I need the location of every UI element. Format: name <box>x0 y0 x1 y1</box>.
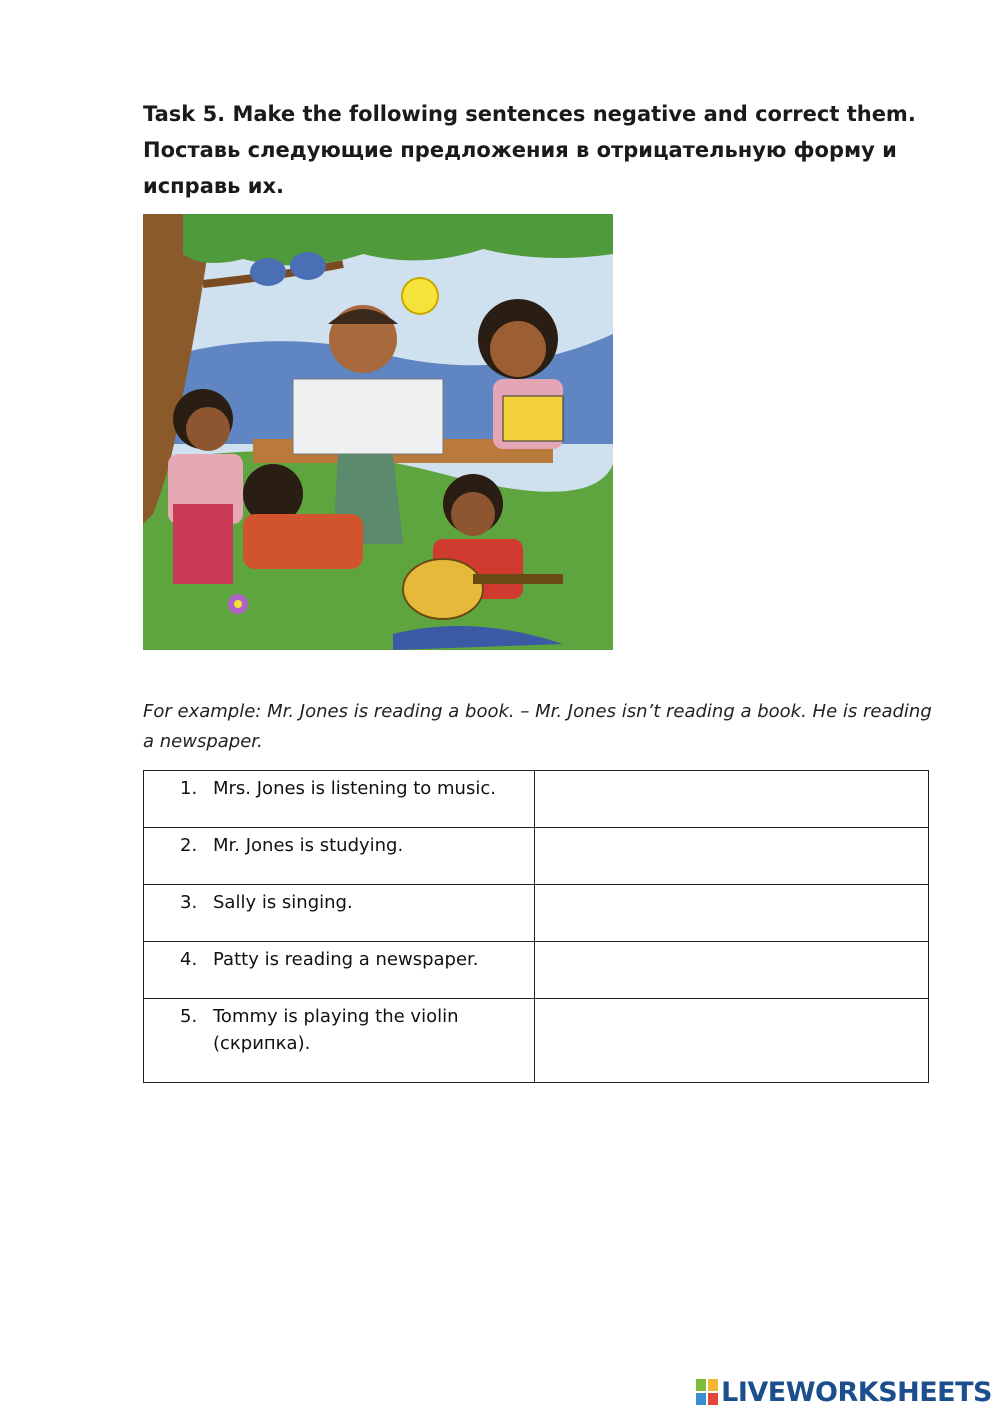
answer-cell[interactable] <box>535 771 929 828</box>
question-cell <box>144 828 535 885</box>
question-cell <box>144 885 535 942</box>
item-sentence: Mrs. Jones is listening to music. <box>213 778 496 799</box>
liveworksheets-brand: LIVEWORKSHEETS <box>721 1376 992 1408</box>
answer-input-5[interactable] <box>535 999 928 1031</box>
question-cell <box>144 942 535 999</box>
answer-cell[interactable] <box>535 828 929 885</box>
answer-input-1[interactable] <box>535 771 928 803</box>
item-sentence: Tommy is playing the violin (скрипка). <box>213 1006 459 1054</box>
sentences-table <box>143 770 929 1083</box>
answer-cell[interactable] <box>535 885 929 942</box>
item-number: 2. <box>180 835 198 856</box>
question-cell <box>144 999 535 1083</box>
illustration-drawing <box>143 214 613 650</box>
table-row <box>144 828 929 885</box>
table-row <box>144 885 929 942</box>
question-cell <box>144 771 535 828</box>
item-sentence: Patty is reading a newspaper. <box>213 949 479 970</box>
item-sentence: Mr. Jones is studying. <box>213 835 404 856</box>
table-row <box>144 942 929 999</box>
answer-cell[interactable] <box>535 999 929 1083</box>
task-title <box>143 96 943 204</box>
family-park-illustration <box>143 214 613 650</box>
answer-cell[interactable] <box>535 942 929 999</box>
item-number: 5. <box>180 1006 198 1027</box>
liveworksheets-logo-icon <box>696 1379 718 1405</box>
answer-input-2[interactable] <box>535 828 928 860</box>
answer-input-4[interactable] <box>535 942 928 974</box>
liveworksheets-logo <box>696 1376 992 1408</box>
task-title-russian: Поставь следующие предложения в отрицательную форму и исправь их. <box>143 138 897 198</box>
answer-input-3[interactable] <box>535 885 928 917</box>
table-row <box>144 999 929 1083</box>
item-number: 3. <box>180 892 198 913</box>
item-number: 1. <box>180 778 198 799</box>
item-number: 4. <box>180 949 198 970</box>
item-sentence: Sally is singing. <box>213 892 353 913</box>
task-title-english: Task 5. Make the following sentences negative and correct them. <box>143 102 916 126</box>
example-sentence: For example: Mr. Jones is reading a book. – Mr. Jones isn’t reading a book. He is reading a newspaper. <box>143 701 932 752</box>
table-row <box>144 771 929 828</box>
